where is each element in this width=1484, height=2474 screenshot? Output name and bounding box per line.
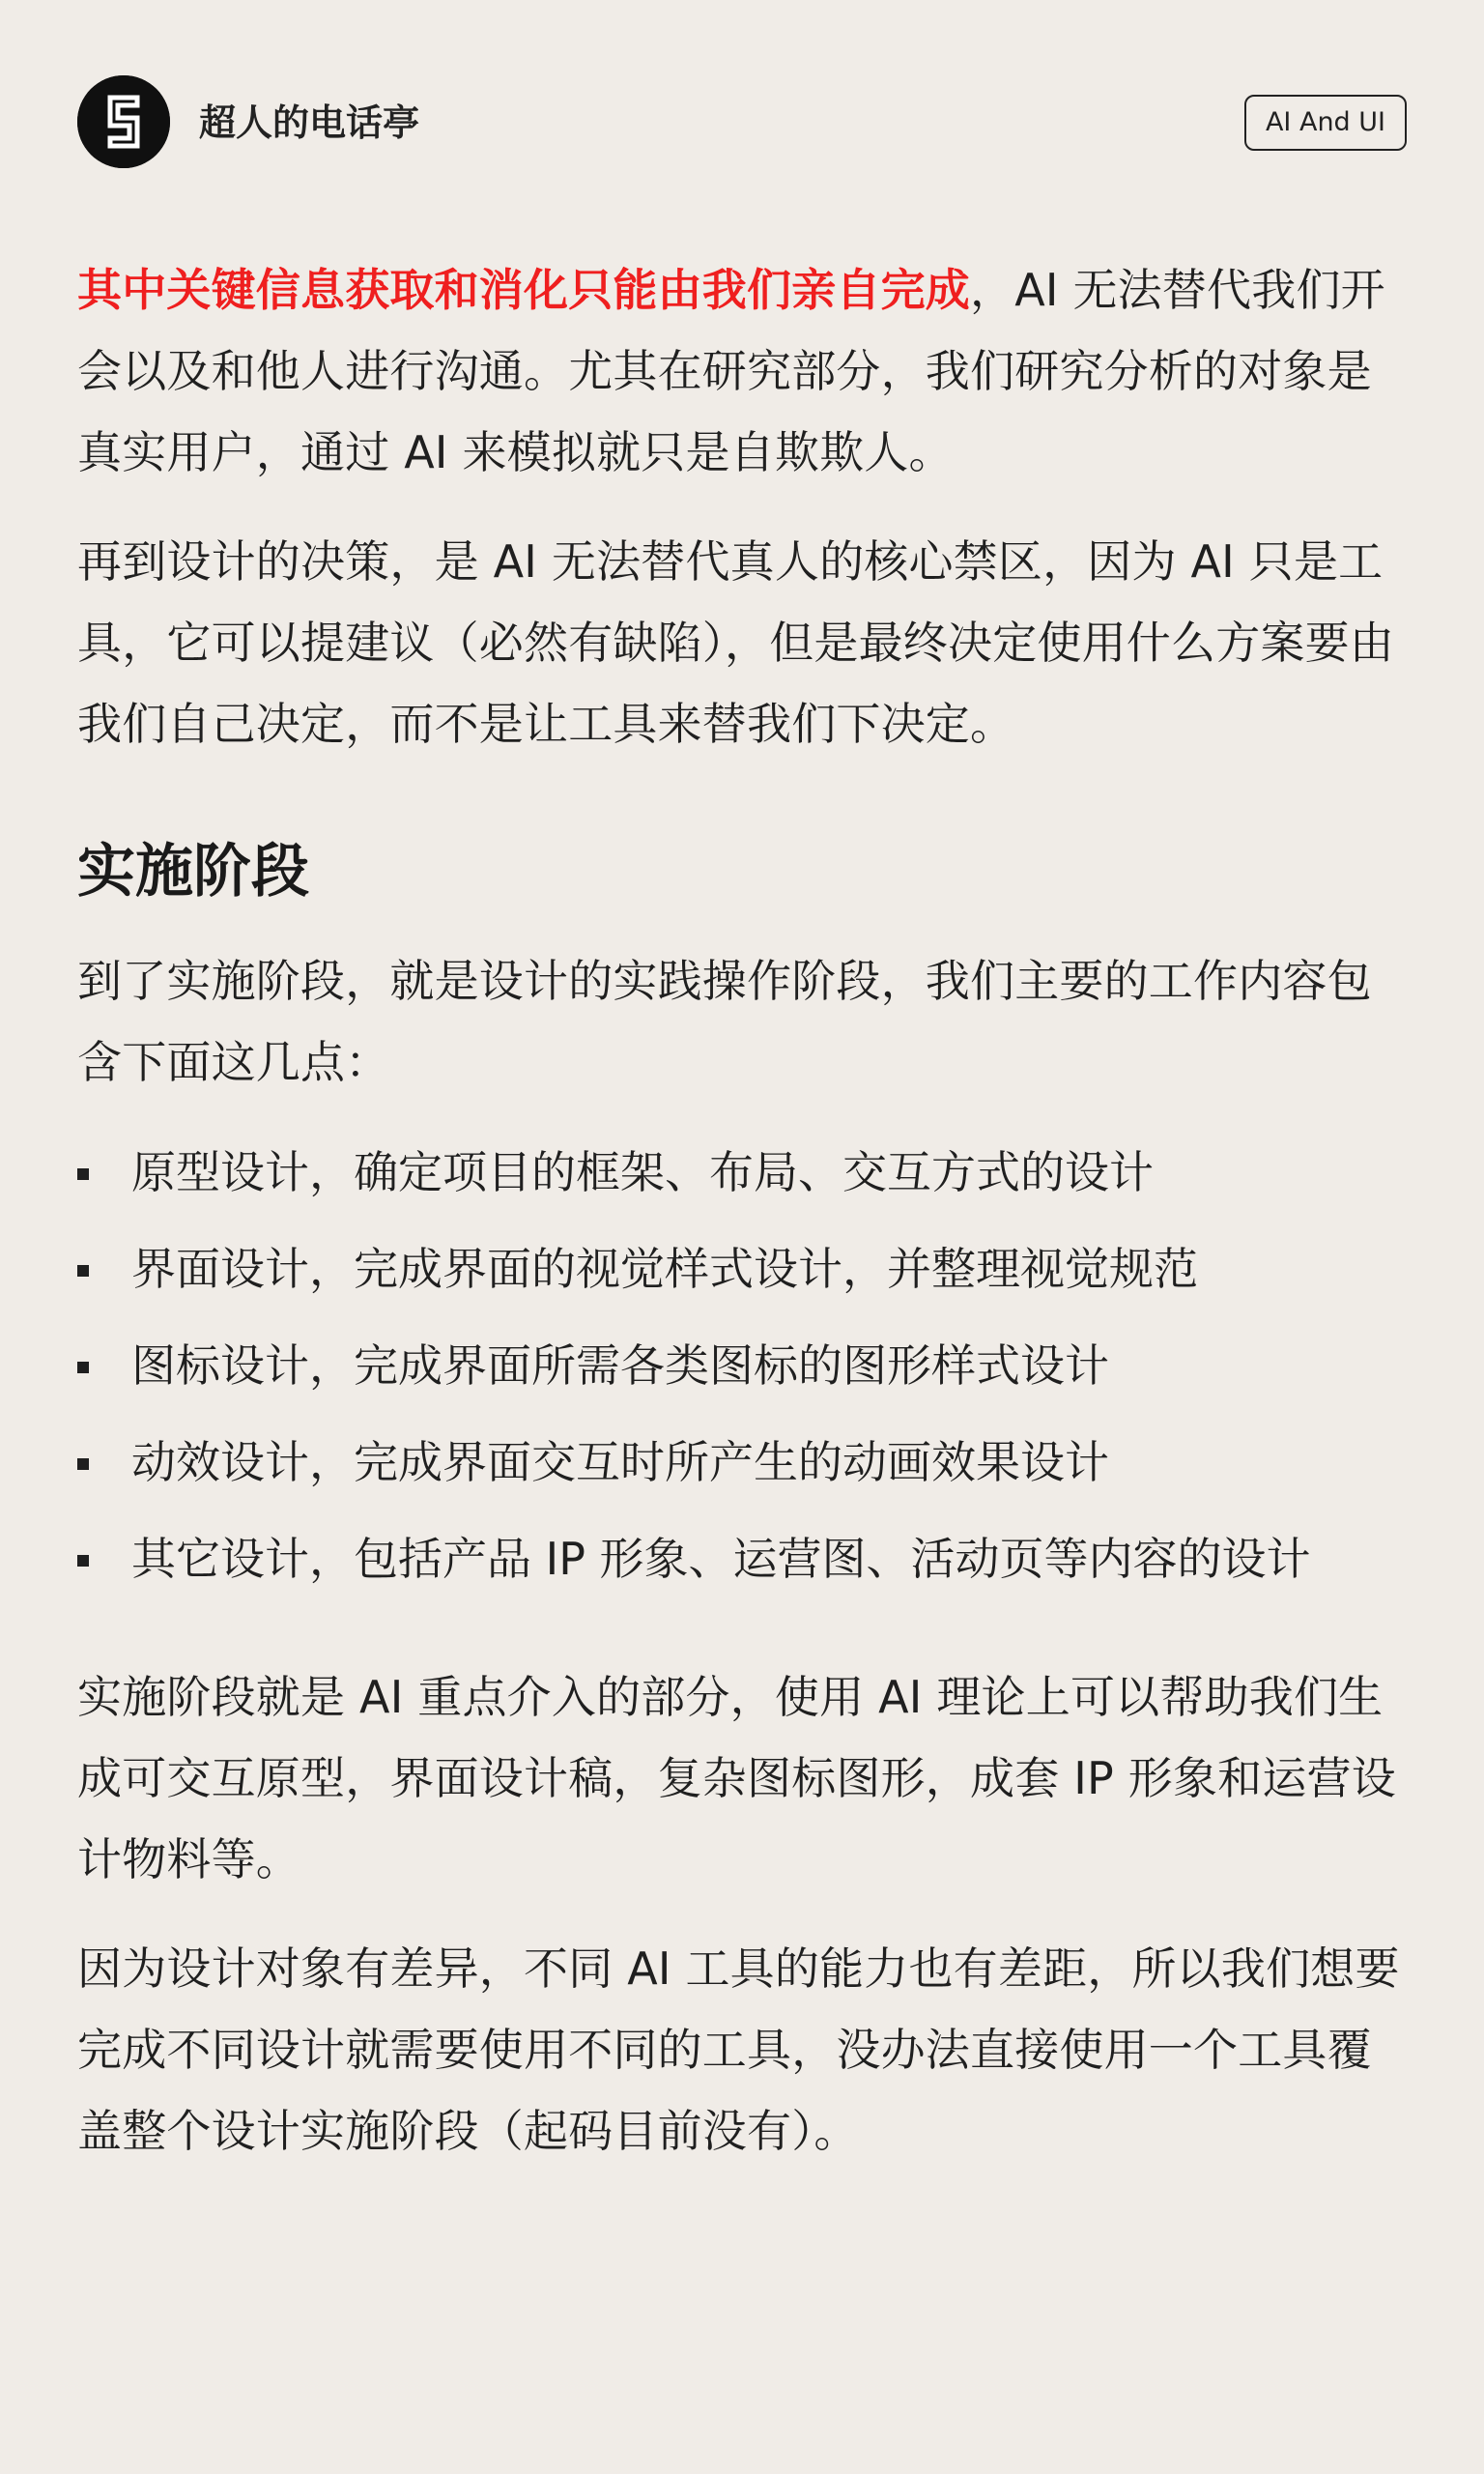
section-heading-implementation: 实施阶段 xyxy=(77,838,309,906)
list-item xyxy=(77,1421,1407,1504)
bullet-square-icon xyxy=(77,1168,89,1180)
paragraph-ai-role: 实施阶段就是 AI 重点介入的部分，使用 AI 理论上可以帮助我们生成可交互原型，界面设计稿，复杂图标图形，成套 IP 形象和运营设计物料等。 xyxy=(77,1671,1396,1885)
account-name: 超人的电话亭 xyxy=(199,101,420,144)
bullet-square-icon xyxy=(77,1265,89,1277)
implementation-work-list xyxy=(77,1131,1407,1600)
list-item xyxy=(77,1227,1407,1310)
s-monogram-logo-icon xyxy=(77,75,170,168)
list-item-text: 界面设计，完成界面的视觉样式设计，并整理视觉规范 xyxy=(131,1243,1198,1295)
list-item-text: 其它设计，包括产品 IP 形象、运营图、活动页等内容的设计 xyxy=(131,1533,1311,1585)
bullet-square-icon xyxy=(77,1362,89,1373)
list-item xyxy=(77,1324,1407,1407)
paragraph-tool-differences: 因为设计对象有差异，不同 AI 工具的能力也有差距，所以我们想要完成不同设计就需要使用不同的工具，没办法直接使用一个工具覆盖整个设计实施阶段（起码目前没有）。 xyxy=(77,1942,1400,2157)
highlighted-key-sentence: 其中关键信息获取和消化只能由我们亲自完成 xyxy=(77,264,970,316)
article-page xyxy=(77,0,1407,2474)
bullet-square-icon xyxy=(77,1555,89,1567)
article-content xyxy=(77,249,1407,2200)
list-item-text: 动效设计，完成界面交互时所产生的动画效果设计 xyxy=(131,1436,1109,1488)
list-item xyxy=(77,1517,1407,1600)
topic-tag[interactable]: AI And UI xyxy=(1244,95,1407,151)
paragraph-implementation-intro: 到了实施阶段，就是设计的实践操作阶段，我们主要的工作内容包含下面这几点： xyxy=(77,955,1372,1088)
list-item-text: 图标设计，完成界面所需各类图标的图形样式设计 xyxy=(131,1339,1109,1392)
paragraph-key-info-rest: ，AI 无法替代我们开会以及和他人进行沟通。尤其在研究部分，我们研究分析的对象是真实用户，通过 AI 来模拟就只是自欺欺人。 xyxy=(77,264,1385,478)
list-item xyxy=(77,1131,1407,1214)
paragraph-design-decision: 再到设计的决策，是 AI 无法替代真人的核心禁区，因为 AI 只是工具，它可以提建议（必然有缺陷），但是最终决定使用什么方案要由我们自己决定，而不是让工具来替我们下决定。 xyxy=(77,535,1394,750)
account-header xyxy=(77,75,1407,170)
bullet-square-icon xyxy=(77,1458,89,1470)
list-item-text: 原型设计，确定项目的框架、布局、交互方式的设计 xyxy=(131,1146,1154,1198)
paragraph-key-info xyxy=(77,249,1407,493)
